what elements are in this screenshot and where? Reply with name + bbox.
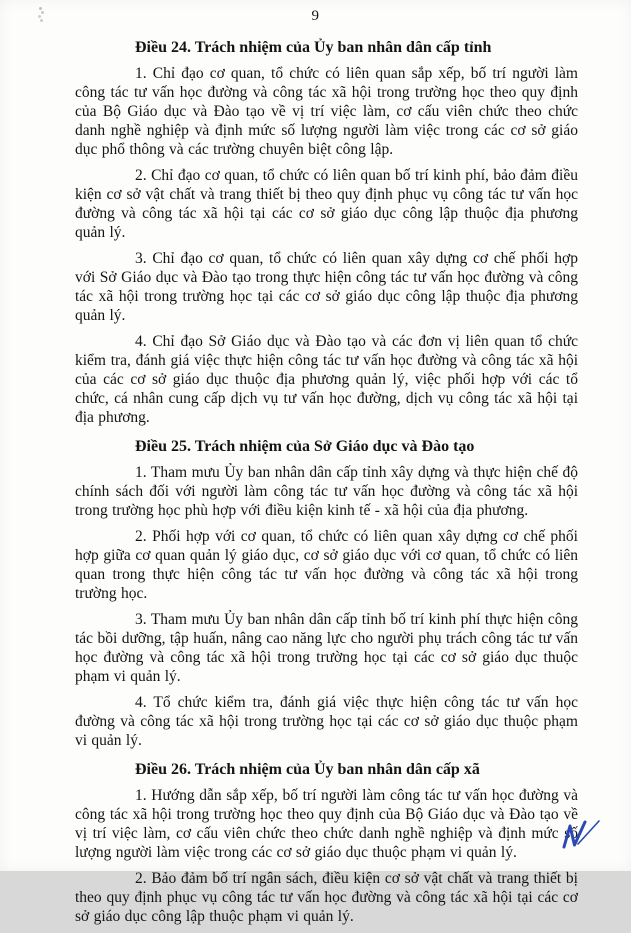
document-content: [75, 28, 578, 933]
article-24-paragraph-3: 3. Chỉ đạo cơ quan, tổ chức có liên quan xây dựng cơ chế phối hợp với Sở Giáo dục và Đào tạo trong thực hiện công tác tư vấn học đường và công tác xã hội trong trường học tại các cơ sở giáo dục công lập thuộc địa phương quản lý.: [75, 250, 578, 324]
article-26-heading: Điều 26. Trách nhiệm của Ủy ban nhân dân cấp xã: [135, 761, 480, 778]
article-24-paragraph-4: 4. Chỉ đạo Sở Giáo dục và Đào tạo và các đơn vị liên quan tổ chức kiểm tra, đánh giá việc thực hiện công tác tư vấn học đường và công tác xã hội của các cơ sở giáo dục thuộc địa phương quản lý, việc phối hợp với các tổ chức, cá nhân cung cấp dịch vụ tư vấn học đường, dịch vụ công tác xã hội tại địa phương.: [75, 333, 578, 426]
article-24-paragraph-1: 1. Chỉ đạo cơ quan, tổ chức có liên quan sắp xếp, bố trí người làm công tác tư vấn học đường và công tác xã hội trong trường học theo quy định của Bộ Giáo dục và Đào tạo về vị trí việc làm, cơ cấu viên chức theo chức danh nghề nghiệp và định mức số lượng người làm việc trong các cơ sở giáo dục phổ thông và các trường chuyên biệt công lập.: [75, 65, 578, 158]
article-24-paragraph-2: 2. Chỉ đạo cơ quan, tổ chức có liên quan bố trí kinh phí, bảo đảm điều kiện cơ sở vật chất và trang thiết bị theo quy định phục vụ công tác tư vấn học đường và công tác xã hội tại các cơ sở giáo dục công lập thuộc địa phương quản lý.: [75, 167, 578, 241]
page-number: 9: [311, 8, 320, 24]
article-25-paragraph-2: 2. Phối hợp với cơ quan, tổ chức có liên quan xây dựng cơ chế phối hợp giữa cơ quan quản lý giáo dục, cơ sở giáo dục với cơ quan, tổ chức có liên quan trong thực hiện công tác tư vấn học đường và công tác xã hội trong trường học.: [75, 528, 578, 602]
article-25-heading: Điều 25. Trách nhiệm của Sở Giáo dục và Đào tạo: [135, 438, 475, 455]
article-25-paragraph-3: 3. Tham mưu Ủy ban nhân dân cấp tỉnh bố trí kinh phí thực hiện công tác bồi dưỡng, tập huấn, nâng cao năng lực cho người phụ trách công tác tư vấn học đường và công tác xã hội trong trường học tại các cơ sở giáo dục thuộc phạm vi quản lý.: [75, 611, 578, 685]
article-26-paragraph-2: 2. Bảo đảm bố trí ngân sách, điều kiện cơ sở vật chất và trang thiết bị theo quy định phục vụ công tác tư vấn học đường và công tác xã hội tại các cơ sở giáo dục công lập thuộc phạm vi quản lý.: [75, 870, 578, 925]
paraph-initial-mark: [557, 817, 605, 853]
article-25-paragraph-1: 1. Tham mưu Ủy ban nhân dân cấp tỉnh xây dựng và thực hiện chế độ chính sách đối với người làm công tác tư vấn học đường và công tác xã hội trong trường học phù hợp với điều kiện kinh tế - xã hội của địa phương.: [75, 464, 578, 519]
article-25-paragraph-4: 4. Tổ chức kiểm tra, đánh giá việc thực hiện công tác tư vấn học đường và công tác xã hội trong trường học tại các cơ sở giáo dục thuộc phạm vi quản lý.: [75, 694, 578, 749]
article-24-heading: Điều 24. Trách nhiệm của Ủy ban nhân dân cấp tỉnh: [135, 39, 492, 56]
article-26-paragraph-1: 1. Hướng dẫn sắp xếp, bố trí người làm công tác tư vấn học đường và công tác xã hội trong trường học theo quy định của Bộ Giáo dục và Đào tạo về vị trí việc làm, cơ cấu viên chức theo chức danh nghề nghiệp và định mức số lượng người làm việc trong các cơ sở giáo dục thuộc phạm vi quản lý.: [75, 787, 578, 861]
